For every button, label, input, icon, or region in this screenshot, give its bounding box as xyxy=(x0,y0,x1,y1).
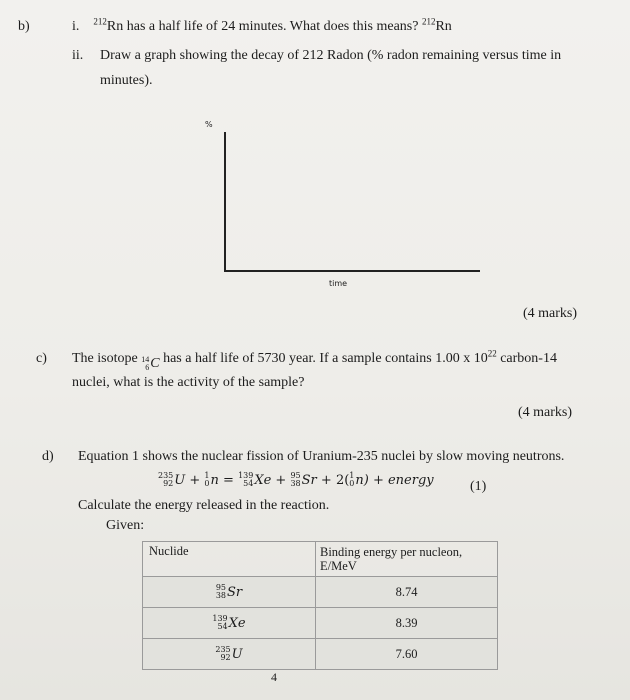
given-label: Given: xyxy=(106,518,145,533)
neutron-nuclide xyxy=(204,472,218,488)
neutron2-mass: 1 xyxy=(349,471,355,480)
strontium-mass: 95 xyxy=(290,471,301,480)
header-binding-energy xyxy=(316,542,498,577)
sr-z: 38 xyxy=(215,591,227,600)
eq-plus-2: + xyxy=(271,472,291,488)
question-b-i xyxy=(72,18,452,36)
carbon-atomic-number: 6 xyxy=(145,363,150,372)
radon-mass-number-2: 212 xyxy=(421,16,436,27)
nuclide-xe xyxy=(212,615,245,631)
part-c-text-a: The isotope xyxy=(72,351,142,366)
xenon-symbol: Xe xyxy=(254,472,272,488)
carbon-mass-number: 14 xyxy=(141,355,150,364)
nuclide-sr xyxy=(216,584,242,600)
page-number: 4 xyxy=(271,670,277,684)
uranium-nuclide xyxy=(158,472,185,488)
xe-z: 54 xyxy=(217,622,228,631)
uranium-symbol: U xyxy=(174,472,186,488)
u-mass: 235 xyxy=(215,645,231,654)
strontium-z: 38 xyxy=(290,479,301,488)
carbon-symbol: C xyxy=(150,356,160,371)
table-row xyxy=(143,608,498,639)
header-nuclide: Nuclide xyxy=(143,542,316,577)
part-b-label: b) xyxy=(18,19,30,34)
xenon-z: 54 xyxy=(243,479,254,488)
xenon-nuclide xyxy=(238,472,271,488)
fission-equation xyxy=(158,472,434,488)
radon-mass-number: 212 xyxy=(93,16,107,27)
nuclide-cell xyxy=(143,577,316,608)
xenon-mass: 139 xyxy=(238,471,254,480)
question-b-i-number: i. xyxy=(72,19,80,34)
graph-x-label: time xyxy=(329,279,348,288)
part-c-marks: (4 marks) xyxy=(518,405,573,420)
question-b-ii-number: ii. xyxy=(72,48,84,63)
part-c-line-1 xyxy=(72,350,557,373)
uranium-z: 92 xyxy=(163,479,174,488)
neutron2-z: 0 xyxy=(349,479,355,488)
sr-symbol: Sr xyxy=(227,584,243,600)
table-header-row xyxy=(143,542,498,577)
part-c-line-2: nuclei, what is the activity of the sample? xyxy=(72,375,305,390)
part-c-exponent: 22 xyxy=(487,348,497,359)
u-z: 92 xyxy=(220,653,231,662)
header-binding-line-1: Binding energy per nucleon, xyxy=(320,545,463,559)
header-binding-line-2: E/MeV xyxy=(320,559,357,573)
table-row xyxy=(143,639,498,670)
eq-equals: = xyxy=(218,472,239,488)
question-b-ii-line-2: minutes). xyxy=(100,73,153,88)
question-b-i-text: has a half life of 24 minutes. What does this means? xyxy=(123,19,422,34)
neutron-z: 0 xyxy=(204,479,210,488)
table-row xyxy=(143,577,498,608)
radon-symbol-2: Rn xyxy=(435,19,452,34)
eq-tail-a: + 2( xyxy=(316,472,350,488)
neutron-nuclide-2 xyxy=(349,472,363,488)
xe-mass: 139 xyxy=(212,614,228,623)
part-d-label: d) xyxy=(42,449,54,464)
xe-symbol: Xe xyxy=(228,615,246,631)
part-d-line-1: Equation 1 shows the nuclear fission of Uranium-235 nuclei by slow moving neutrons. xyxy=(78,449,565,464)
eq-tail-b: ) + energy xyxy=(363,472,434,488)
binding-energy-table xyxy=(142,541,498,670)
graph-y-axis xyxy=(224,132,226,272)
binding-value: 8.39 xyxy=(316,608,498,639)
strontium-symbol: Sr xyxy=(301,472,317,488)
graph-y-label: % xyxy=(205,120,213,129)
strontium-nuclide xyxy=(290,472,316,488)
equation-number: (1) xyxy=(470,479,487,494)
part-b-marks: (4 marks) xyxy=(523,306,578,321)
radon-symbol: Rn xyxy=(106,19,124,34)
part-c-label: c) xyxy=(36,351,47,366)
question-b-ii-line-1: Draw a graph showing the decay of 212 Radon (% radon remaining versus time in xyxy=(100,48,562,63)
eq-plus-1: + xyxy=(185,472,205,488)
neutron-mass: 1 xyxy=(204,471,210,480)
neutron-symbol: n xyxy=(210,472,219,488)
part-d-line-2: Calculate the energy released in the reaction. xyxy=(78,498,330,513)
sr-mass: 95 xyxy=(215,583,227,592)
u-symbol: U xyxy=(231,646,243,662)
neutron2-symbol: n xyxy=(355,472,364,488)
nuclide-u xyxy=(215,646,242,662)
uranium-mass: 235 xyxy=(158,471,174,480)
graph-x-axis xyxy=(224,270,480,272)
nuclide-cell xyxy=(143,639,316,670)
part-c-text-b: has a half life of 5730 year. If a sample contains 1.00 x 10 xyxy=(159,351,488,366)
part-c-text-c: carbon-14 xyxy=(496,351,557,366)
binding-value: 8.74 xyxy=(316,577,498,608)
nuclide-cell xyxy=(143,608,316,639)
binding-value: 7.60 xyxy=(316,639,498,670)
carbon-14-nuclide xyxy=(141,355,159,373)
